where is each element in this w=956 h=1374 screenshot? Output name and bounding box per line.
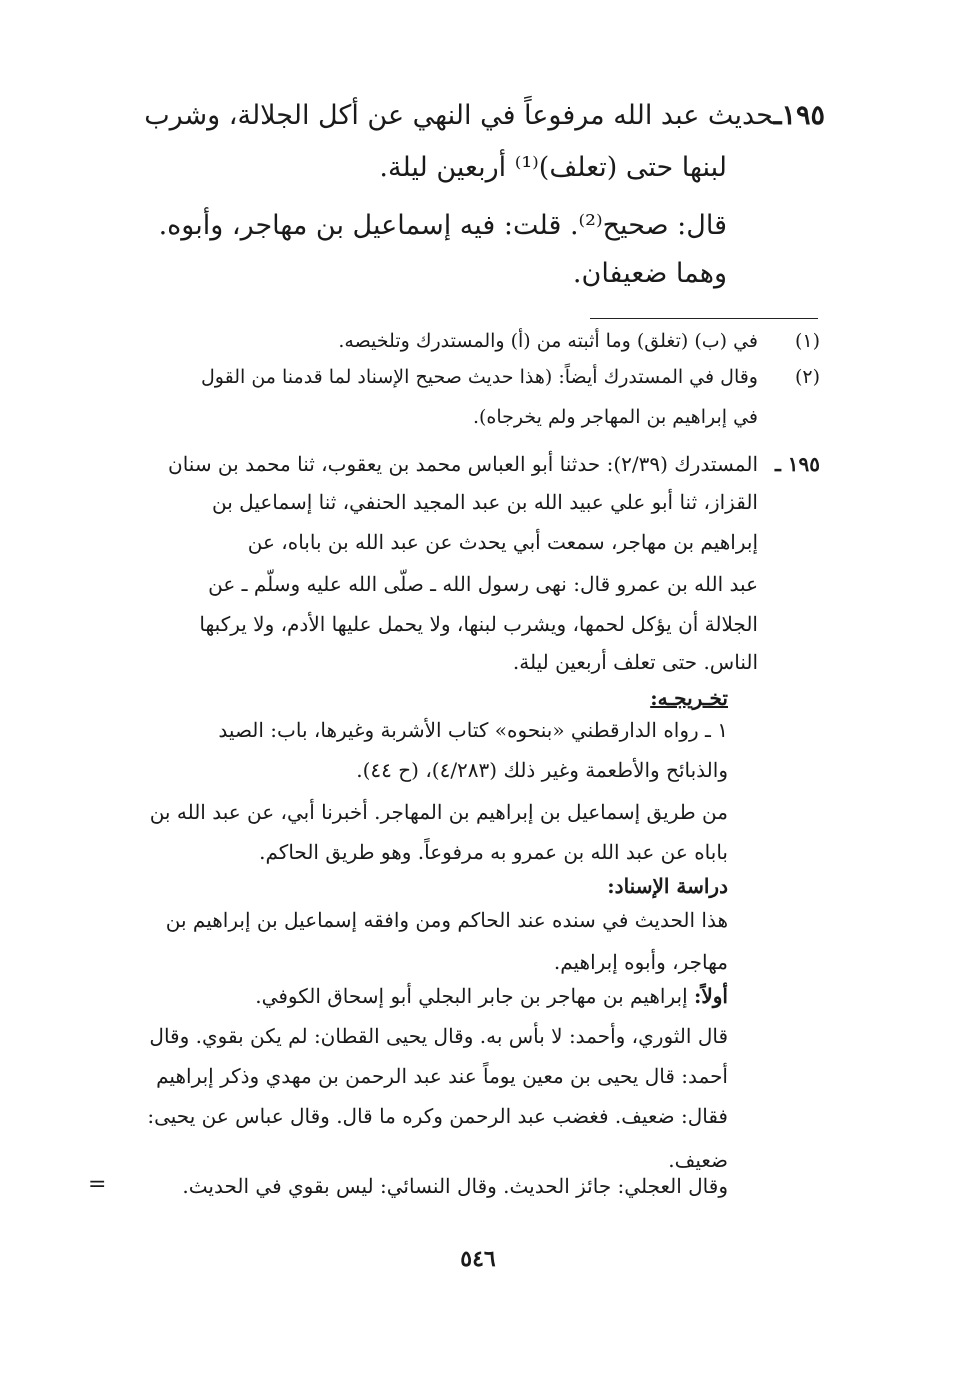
takhrij-heading: تخـريجـه: — [650, 686, 728, 710]
commentary-line-4: عبد الله بن عمرو قال: نهى رسول الله ـ صلّى الله عليه وسلّم ـ عن — [208, 572, 758, 596]
commentary-line-1: المستدرك (٢/٣٩): حدثنا أبو العباس محمد بن يعقوب، ثنا محمد بن سنان — [168, 452, 758, 476]
commentary-line-5: الجلالة أن يؤكل لحمها، ويشرب لبنها، ولا يحمل عليها الأدم، ولا يركبها — [199, 612, 758, 636]
narrator-line-3: فقال: ضعيف. فغضب عبد الرحمن وكره ما قال. وقال عباس عن يحيى: — [147, 1104, 728, 1128]
awwalan-text: إبراهيم بن مهاجر بن جابر البجلي أبو إسحاق الكوفي. — [255, 984, 688, 1008]
continuation-mark: = — [88, 1172, 107, 1197]
narrator-line-2: أحمد: قال يحيى بن معين يوماً عند عبد الرحمن بن مهدي وذكر إبراهيم — [156, 1064, 728, 1088]
verdict-line-2: وهما ضعيفان. — [572, 258, 727, 289]
takhrij-line-3: من طريق إسماعيل بن إبراهيم بن المهاجر. أخبرنا أبي، عن عبد الله بن — [149, 800, 728, 824]
commentary-line-3: إبراهيم بن مهاجر، سمعت أبي يحدث عن عبد الله بن باباه، عن — [247, 530, 758, 554]
commentary-line-2: القزاز، ثنا أبو علي عبيد الله بن عبد المجيد الحنفي، ثنا إسماعيل بن — [212, 490, 758, 514]
commentary — [110, 450, 820, 1210]
footnote-2-text-2: في إبراهيم بن المهاجر ولم يخرجاه). — [472, 406, 758, 428]
footnote-2-marker: (٢) — [794, 366, 820, 388]
narrator-line-1: قال الثوري، وأحمد: لا بأس به. وقال يحيى القطان: لم يكن بقوي. وقال — [149, 1024, 728, 1048]
takhrij-line-4: باباه عن عبد الله بن عمرو به مرفوعاً. وهو طريق الحاكم. — [259, 840, 728, 864]
hadith-dash: ـ — [773, 100, 782, 131]
awwalan-label: أولاً: — [693, 984, 728, 1008]
commentary-line-6: الناس. حتى تعلف أربعين ليلة. — [512, 650, 758, 674]
page-number: ٥٤٦ — [460, 1246, 496, 1272]
footnote-divider — [590, 318, 818, 319]
takhrij-line-2: والذبائح والأطعمة وغير ذلك (٤/٢٨٣)، (ح ٤٤). — [356, 758, 728, 782]
hadith-block — [120, 100, 825, 300]
isnad-line-2: مهاجر، وأبوه إبراهيم. — [553, 950, 728, 974]
footnote-1-text: في (ب) (تغلق) وما أثبته من (أ) والمستدرك وتلخيصه. — [338, 330, 758, 352]
narrator-line-4: ضعيف. — [668, 1148, 728, 1172]
footnote-2-text-1: وقال في المستدرك أيضاً: (هذا حديث صحيح الإسناد لما قدمنا من القول — [200, 366, 758, 388]
narrator-line-5: وقال العجلي: جائز الحديث. وقال النسائي: ليس بقوي في الحديث. — [182, 1174, 728, 1198]
hadith-number: ١٩٥ — [781, 100, 825, 131]
hadith-line-1 — [144, 100, 825, 131]
verdict-line: قال: صحيح⁽²⁾. قلت: فيه إسماعيل بن مهاجر، وأبوه. — [158, 210, 727, 241]
commentary-number: ١٩٥ ـ — [774, 452, 820, 476]
takhrij-line-1: ١ ـ رواه الدارقطني «بنحوه» كتاب الأشربة وغيرها، باب: الصيد — [218, 718, 728, 742]
isnad-line-1: هذا الحديث في سنده عند الحاكم ومن وافقه إسماعيل بن إبراهيم بن — [165, 908, 728, 932]
footnotes — [120, 330, 820, 450]
isnad-heading: دراسة الإسناد: — [607, 874, 728, 898]
footnote-1-marker: (١) — [794, 330, 820, 352]
hadith-line-2: لبنها حتى (تعلف)⁽¹⁾ أربعين ليلة. — [379, 152, 727, 183]
hadith-line-1-text: حديث عبد الله مرفوعاً في النهي عن أكل الجلالة، وشرب — [144, 100, 774, 131]
awwalan-line — [255, 984, 728, 1008]
